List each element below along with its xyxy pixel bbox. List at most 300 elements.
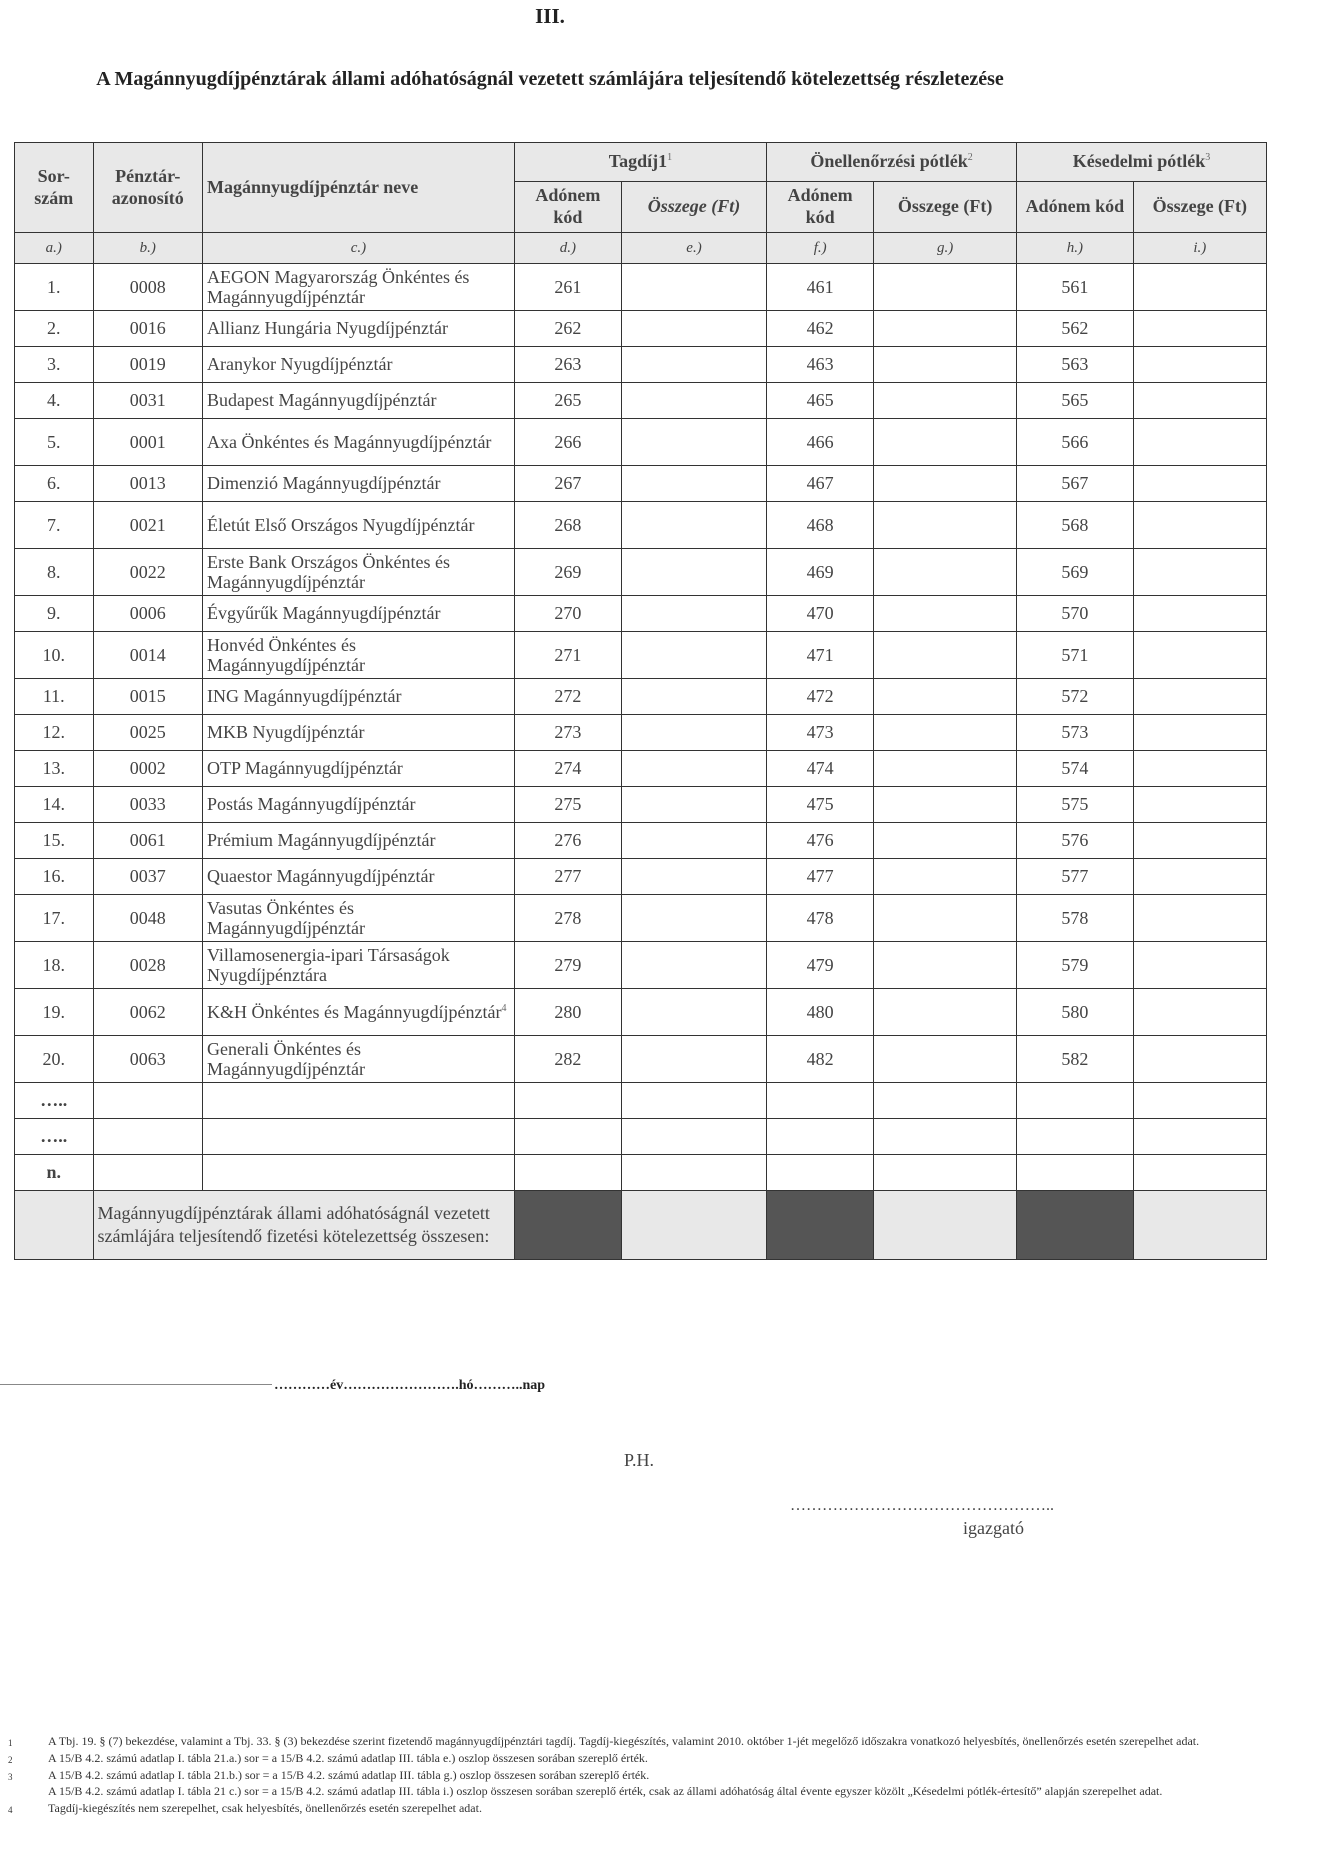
kesed-osszeg	[1133, 383, 1266, 419]
penztar-azonosito	[93, 1036, 202, 1083]
table-row	[15, 383, 1267, 419]
table-cell	[621, 1119, 766, 1155]
tagdij-adonem-kod-text: 271	[554, 644, 582, 665]
table-cell	[15, 1191, 94, 1260]
penztar-name	[203, 502, 515, 549]
penztar-name-text: Erste Bank Országos Önkéntes és Magánnyugdíjpénztár	[207, 551, 450, 592]
header-kesed-osszege: Összege (Ft)	[1133, 182, 1266, 233]
penztar-name	[203, 632, 515, 679]
onell-osszeg	[874, 383, 1017, 419]
penztar-name-text: Honvéd Önkéntes és Magánnyugdíjpénztár	[207, 634, 365, 675]
penztar-azonosito	[93, 679, 202, 715]
penztar-name-text: Életút Első Országos Nyugdíjpénztár	[207, 514, 475, 535]
footnote-ref-2: 2	[967, 152, 973, 164]
footnote-number: 3	[8, 1771, 13, 1782]
onell-adonem-kod-text: 472	[806, 686, 834, 706]
tagdij-osszeg	[621, 751, 766, 787]
kesed-osszeg	[1133, 895, 1266, 942]
onell-adonem-kod-text: 463	[806, 354, 834, 374]
tagdij-adonem-kod-text: 270	[554, 603, 582, 623]
kesed-osszeg	[1133, 549, 1266, 596]
kesed-adonem-kod	[1017, 502, 1134, 549]
table-row	[15, 502, 1267, 549]
obligation-table	[14, 142, 1267, 1260]
tagdij-adonem-kod	[514, 823, 621, 859]
table-cell	[621, 1155, 766, 1191]
onell-adonem-kod	[767, 859, 874, 895]
penztar-azonosito	[93, 466, 202, 502]
kesed-adonem-kod	[1017, 419, 1134, 466]
penztar-name-text: Allianz Hungária Nyugdíjpénztár	[207, 318, 448, 339]
kesed-osszeg	[1133, 715, 1266, 751]
penztar-name-text: OTP Magánnyugdíjpénztár	[207, 758, 403, 779]
onell-adonem-kod	[767, 1036, 874, 1083]
penztar-azonosito	[93, 549, 202, 596]
penztar-azonosito	[93, 895, 202, 942]
penztar-azonosito	[93, 715, 202, 751]
row-number-text: 9.	[47, 603, 61, 623]
onell-adonem-kod	[767, 347, 874, 383]
row-number	[15, 383, 94, 419]
onell-adonem-kod-text: 478	[806, 907, 834, 928]
footnote-text: A Tbj. 19. § (7) bekezdése, valamint a Tbj. 33. § (3) bekezdése szerint fizetendő magánnyugdíjpénztári tagdíj. Tagdíj-kiegészítés, valamint 2010. október 1-jét megelőző időszakra vonatkozó helyesbítés, önellenőrzés esetén szerepelhet adat.	[48, 1734, 1200, 1748]
penztar-azonosito-text: 0031	[129, 390, 166, 410]
tagdij-adonem-kod-text: 276	[554, 830, 582, 850]
onell-adonem-kod-text: 468	[806, 514, 834, 535]
table-cell	[93, 1155, 202, 1191]
row-number	[15, 787, 94, 823]
penztar-azonosito	[93, 596, 202, 632]
tagdij-adonem-kod	[514, 751, 621, 787]
table-cell	[514, 1155, 621, 1191]
table-row	[15, 264, 1267, 311]
onell-adonem-kod-text: 477	[806, 866, 834, 886]
penztar-azonosito	[93, 264, 202, 311]
row-number-text: 12.	[42, 722, 66, 742]
tagdij-adonem-kod-text: 262	[554, 318, 582, 338]
kesed-adonem-kod-text: 567	[1061, 473, 1089, 493]
footnote-number: 4	[8, 1805, 13, 1816]
kesed-adonem-kod	[1017, 942, 1134, 989]
row-number	[15, 466, 94, 502]
kesed-adonem-kod-text: 571	[1061, 644, 1089, 665]
table-cell	[1133, 1155, 1266, 1191]
row-number	[15, 264, 94, 311]
penztar-name	[203, 549, 515, 596]
tagdij-osszeg	[621, 264, 766, 311]
table-row	[15, 823, 1267, 859]
tagdij-osszeg	[621, 1036, 766, 1083]
row-number-text: 18.	[42, 954, 66, 975]
tagdij-adonem-kod-text: 261	[554, 276, 582, 297]
col-letter: e.)	[621, 233, 766, 264]
tagdij-adonem-kod	[514, 859, 621, 895]
row-number	[15, 715, 94, 751]
table-row	[15, 1036, 1267, 1083]
table-cell	[1133, 1119, 1266, 1155]
tagdij-osszeg	[621, 859, 766, 895]
footnote-number: 1	[8, 1738, 13, 1748]
footnote	[8, 1750, 1298, 1767]
blank-row	[15, 1119, 1267, 1155]
onell-adonem-kod-text: 461	[806, 276, 834, 297]
row-number-text: 1.	[47, 276, 61, 297]
col-letter: c.)	[203, 233, 515, 264]
onell-osszeg	[874, 466, 1017, 502]
header-kesedelmi-potlek	[1017, 143, 1267, 182]
table-row	[15, 311, 1267, 347]
tagdij-adonem-kod	[514, 419, 621, 466]
row-number	[15, 347, 94, 383]
penztar-azonosito-text: 0013	[129, 473, 166, 493]
onell-adonem-kod-text: 462	[806, 318, 834, 338]
kesed-adonem-kod	[1017, 596, 1134, 632]
col-letter: h.)	[1017, 233, 1134, 264]
kesed-adonem-kod-text: 570	[1061, 603, 1089, 623]
col-letter: d.)	[514, 233, 621, 264]
row-number-text: 4.	[47, 390, 61, 410]
penztar-azonosito	[93, 502, 202, 549]
tagdij-adonem-kod-text: 273	[554, 722, 582, 742]
kesed-osszeg	[1133, 942, 1266, 989]
tagdij-adonem-kod	[514, 715, 621, 751]
tagdij-adonem-kod	[514, 1036, 621, 1083]
blank-row	[15, 1083, 1267, 1119]
tagdij-adonem-kod	[514, 989, 621, 1036]
penztar-name	[203, 895, 515, 942]
onell-osszeg	[874, 632, 1017, 679]
table-row	[15, 715, 1267, 751]
penztar-name-text: Villamosenergia-ipari Társaságok Nyugdíjpénztára	[207, 944, 450, 985]
tagdij-adonem-kod	[514, 895, 621, 942]
table-cell	[767, 1155, 874, 1191]
penztar-name	[203, 311, 515, 347]
row-number	[15, 679, 94, 715]
total-kesed-osszeg	[1133, 1191, 1266, 1260]
onell-adonem-kod	[767, 419, 874, 466]
onell-adonem-kod	[767, 942, 874, 989]
penztar-name	[203, 823, 515, 859]
onell-osszeg	[874, 787, 1017, 823]
row-number-text: 16.	[42, 866, 66, 886]
row-number-text: 5.	[47, 431, 61, 452]
penztar-name	[203, 679, 515, 715]
onell-adonem-kod	[767, 466, 874, 502]
tagdij-osszeg	[621, 347, 766, 383]
kesed-osszeg	[1133, 466, 1266, 502]
table-cell	[1017, 1083, 1134, 1119]
penztar-azonosito	[93, 989, 202, 1036]
penztar-azonosito-text: 0019	[129, 354, 166, 374]
onell-adonem-kod	[767, 383, 874, 419]
onell-osszeg	[874, 1036, 1017, 1083]
penztar-name-text: Aranykor Nyugdíjpénztár	[207, 354, 393, 375]
penztar-name-text: Quaestor Magánnyugdíjpénztár	[207, 866, 435, 887]
penztar-name-text: Axa Önkéntes és Magánnyugdíjpénztár	[207, 431, 492, 452]
stamp-placeholder: P.H.	[624, 1450, 655, 1470]
page-title: A Magánnyugdíjpénztárak állami adóhatóságnál vezetett számlájára teljesítendő kötelezettség részletezése	[96, 68, 1004, 90]
table-row	[15, 679, 1267, 715]
penztar-azonosito	[93, 311, 202, 347]
kesed-adonem-kod-text: 573	[1061, 722, 1089, 742]
penztar-name-text: AEGON Magyarország Önkéntes és Magánnyugdíjpénztár	[207, 266, 470, 307]
row-number	[15, 823, 94, 859]
kesed-adonem-kod	[1017, 679, 1134, 715]
onell-osszeg	[874, 823, 1017, 859]
date-underline	[0, 1384, 272, 1385]
kesed-adonem-kod	[1017, 549, 1134, 596]
row-number	[15, 311, 94, 347]
kesed-adonem-kod	[1017, 1036, 1134, 1083]
kesed-osszeg	[1133, 419, 1266, 466]
footnote-number: 2	[8, 1754, 13, 1765]
penztar-name	[203, 715, 515, 751]
penztar-name	[203, 347, 515, 383]
row-number	[15, 989, 94, 1036]
footnote	[8, 1733, 1298, 1750]
header-onell-adonem: Adónem kód	[767, 182, 874, 233]
onell-osszeg	[874, 419, 1017, 466]
header-onell-label: Önellenőrzési pótlék	[810, 151, 968, 172]
penztar-azonosito-text: 0008	[129, 276, 166, 297]
kesed-osszeg	[1133, 632, 1266, 679]
penztar-azonosito-text: 0033	[129, 794, 166, 814]
tagdij-adonem-kod-text: 282	[554, 1048, 582, 1069]
table-row	[15, 596, 1267, 632]
penztar-azonosito-text: 0022	[129, 561, 166, 582]
tagdij-adonem-kod-text: 274	[554, 758, 582, 778]
header-kesed-label: Késedelmi pótlék	[1072, 151, 1206, 172]
tagdij-adonem-kod	[514, 679, 621, 715]
table-cell	[874, 1119, 1017, 1155]
table-cell	[1133, 1083, 1266, 1119]
col-letter: f.)	[767, 233, 874, 264]
penztar-azonosito-text: 0025	[129, 722, 166, 742]
shaded-cell	[514, 1191, 621, 1260]
tagdij-adonem-kod-text: 278	[554, 907, 582, 928]
header-penztar-neve: Magánnyugdíjpénztár neve	[203, 143, 515, 233]
onell-osszeg	[874, 715, 1017, 751]
kesed-adonem-kod-text: 566	[1061, 431, 1089, 452]
row-number	[15, 596, 94, 632]
onell-adonem-kod-text: 482	[806, 1048, 834, 1069]
blank-row-number: …..	[15, 1083, 94, 1119]
row-number-text: 3.	[47, 354, 61, 374]
tagdij-adonem-kod-text: 280	[554, 1001, 582, 1022]
kesed-osszeg	[1133, 502, 1266, 549]
penztar-name	[203, 859, 515, 895]
onell-adonem-kod	[767, 751, 874, 787]
onell-adonem-kod	[767, 715, 874, 751]
onell-adonem-kod-text: 475	[806, 794, 834, 814]
date-line: …………év…………………….hó………..nap	[274, 1378, 546, 1393]
blank-row-number: …..	[15, 1119, 94, 1155]
penztar-azonosito-text: 0037	[129, 866, 166, 886]
penztar-name-text: ING Magánnyugdíjpénztár	[207, 686, 402, 707]
tagdij-adonem-kod-text: 268	[554, 514, 582, 535]
kesed-adonem-kod-text: 578	[1061, 907, 1089, 928]
onell-osszeg	[874, 942, 1017, 989]
footnote-text: Tagdíj-kiegészítés nem szerepelhet, csak helyesbítés, önellenőrzés esetén szerepelhet adat.	[48, 1801, 482, 1816]
onell-adonem-kod	[767, 311, 874, 347]
row-number-text: 11.	[42, 686, 65, 706]
kesed-adonem-kod	[1017, 751, 1134, 787]
onell-adonem-kod-text: 466	[806, 431, 834, 452]
kesed-osszeg	[1133, 347, 1266, 383]
tagdij-adonem-kod-text: 266	[554, 431, 582, 452]
col-letter: b.)	[93, 233, 202, 264]
onell-osszeg	[874, 859, 1017, 895]
tagdij-adonem-kod	[514, 596, 621, 632]
penztar-azonosito-text: 0063	[129, 1048, 166, 1069]
table-cell	[1017, 1119, 1134, 1155]
row-number	[15, 632, 94, 679]
table-row	[15, 419, 1267, 466]
penztar-name-text: Prémium Magánnyugdíjpénztár	[207, 830, 436, 851]
table-cell	[514, 1083, 621, 1119]
penztar-name	[203, 383, 515, 419]
tagdij-osszeg	[621, 823, 766, 859]
footnote	[8, 1800, 1298, 1817]
row-number-text: 20.	[42, 1048, 66, 1069]
penztar-name-text: Budapest Magánnyugdíjpénztár	[207, 390, 437, 411]
kesed-osszeg	[1133, 311, 1266, 347]
table-row	[15, 466, 1267, 502]
row-number-text: 17.	[42, 907, 66, 928]
header-penztar-azonosito: Pénztár- azonosító	[93, 143, 202, 233]
table-row	[15, 942, 1267, 989]
onell-adonem-kod	[767, 596, 874, 632]
onell-adonem-kod	[767, 679, 874, 715]
kesed-adonem-kod	[1017, 383, 1134, 419]
table-cell	[1017, 1155, 1134, 1191]
onell-osszeg	[874, 347, 1017, 383]
tagdij-osszeg	[621, 942, 766, 989]
penztar-name-text: Dimenzió Magánnyugdíjpénztár	[207, 473, 441, 494]
tagdij-adonem-kod	[514, 549, 621, 596]
table-cell	[767, 1119, 874, 1155]
onell-adonem-kod	[767, 264, 874, 311]
row-number	[15, 751, 94, 787]
footnote-text: A 15/B 4.2. számú adatlap I. tábla 21.b.) sor = a 15/B 4.2. számú adatlap III. tábla g.) oszlop összesen sorában szereplő érték.	[48, 1767, 650, 1782]
onell-osszeg	[874, 679, 1017, 715]
kesed-adonem-kod-text: 565	[1061, 390, 1089, 410]
tagdij-osszeg	[621, 787, 766, 823]
penztar-azonosito	[93, 632, 202, 679]
table-cell	[621, 1083, 766, 1119]
penztar-name-text: MKB Nyugdíjpénztár	[207, 722, 365, 743]
penztar-azonosito-text: 0006	[129, 603, 166, 623]
tagdij-osszeg	[621, 989, 766, 1036]
table-row	[15, 347, 1267, 383]
footnote	[8, 1767, 1298, 1784]
row-number-text: 13.	[42, 758, 66, 778]
penztar-azonosito-text: 0014	[129, 644, 166, 665]
table-cell	[874, 1155, 1017, 1191]
penztar-name	[203, 419, 515, 466]
table-cell	[874, 1083, 1017, 1119]
tagdij-adonem-kod	[514, 942, 621, 989]
tagdij-adonem-kod-text: 269	[554, 561, 582, 582]
penztar-azonosito	[93, 383, 202, 419]
kesed-adonem-kod-text: 582	[1061, 1048, 1089, 1069]
penztar-name	[203, 596, 515, 632]
blank-row	[15, 1155, 1267, 1191]
header-kesed-adonem: Adónem kód	[1017, 182, 1134, 233]
shaded-cell	[767, 1191, 874, 1260]
onell-adonem-kod-text: 465	[806, 390, 834, 410]
penztar-azonosito-text: 0062	[129, 1001, 166, 1022]
row-number	[15, 419, 94, 466]
penztar-name	[203, 787, 515, 823]
blank-row-number: n.	[15, 1155, 94, 1191]
row-number-text: 6.	[47, 473, 61, 493]
onell-osszeg	[874, 311, 1017, 347]
total-tagdij-osszeg	[621, 1191, 766, 1260]
col-letter: i.)	[1133, 233, 1266, 264]
total-onell-osszeg	[874, 1191, 1017, 1260]
kesed-adonem-kod	[1017, 895, 1134, 942]
table-row	[15, 549, 1267, 596]
row-number	[15, 549, 94, 596]
row-number-text: 2.	[47, 318, 61, 338]
table-cell	[93, 1083, 202, 1119]
kesed-adonem-kod-text: 561	[1061, 276, 1089, 297]
tagdij-adonem-kod-text: 267	[554, 473, 582, 493]
header-tagdij	[514, 143, 766, 182]
footnote-ref-3: 3	[1205, 152, 1211, 164]
page-roman-numeral: III.	[535, 4, 565, 28]
kesed-adonem-kod	[1017, 264, 1134, 311]
row-number	[15, 1036, 94, 1083]
onell-adonem-kod-text: 480	[806, 1001, 834, 1022]
kesed-adonem-kod-text: 563	[1061, 354, 1089, 374]
kesed-osszeg	[1133, 1036, 1266, 1083]
penztar-name	[203, 942, 515, 989]
onell-adonem-kod	[767, 787, 874, 823]
table-cell	[767, 1083, 874, 1119]
kesed-adonem-kod	[1017, 466, 1134, 502]
row-number	[15, 942, 94, 989]
onell-osszeg	[874, 751, 1017, 787]
total-row	[15, 1191, 1267, 1260]
penztar-name-text: Generali Önkéntes és Magánnyugdíjpénztár	[207, 1038, 365, 1079]
header-row-groups	[15, 143, 1267, 182]
tagdij-osszeg	[621, 895, 766, 942]
onell-osszeg	[874, 264, 1017, 311]
table-row	[15, 895, 1267, 942]
onell-osszeg	[874, 895, 1017, 942]
shaded-cell	[1017, 1191, 1134, 1260]
tagdij-adonem-kod	[514, 264, 621, 311]
table-cell	[203, 1155, 515, 1191]
onell-osszeg	[874, 989, 1017, 1036]
penztar-name	[203, 264, 515, 311]
penztar-name-text: Postás Magánnyugdíjpénztár	[207, 794, 416, 815]
tagdij-adonem-kod	[514, 347, 621, 383]
row-number-text: 7.	[47, 514, 61, 535]
kesed-osszeg	[1133, 596, 1266, 632]
col-letter: a.)	[15, 233, 94, 264]
kesed-adonem-kod-text: 577	[1061, 866, 1089, 886]
penztar-name-text: Vasutas Önkéntes és Magánnyugdíjpénztár	[207, 897, 365, 938]
kesed-adonem-kod	[1017, 311, 1134, 347]
header-onellenorzesi-potlek	[767, 143, 1017, 182]
kesed-adonem-kod	[1017, 787, 1134, 823]
onell-adonem-kod-text: 474	[806, 758, 834, 778]
tagdij-osszeg	[621, 632, 766, 679]
penztar-azonosito-text: 0001	[129, 431, 166, 452]
